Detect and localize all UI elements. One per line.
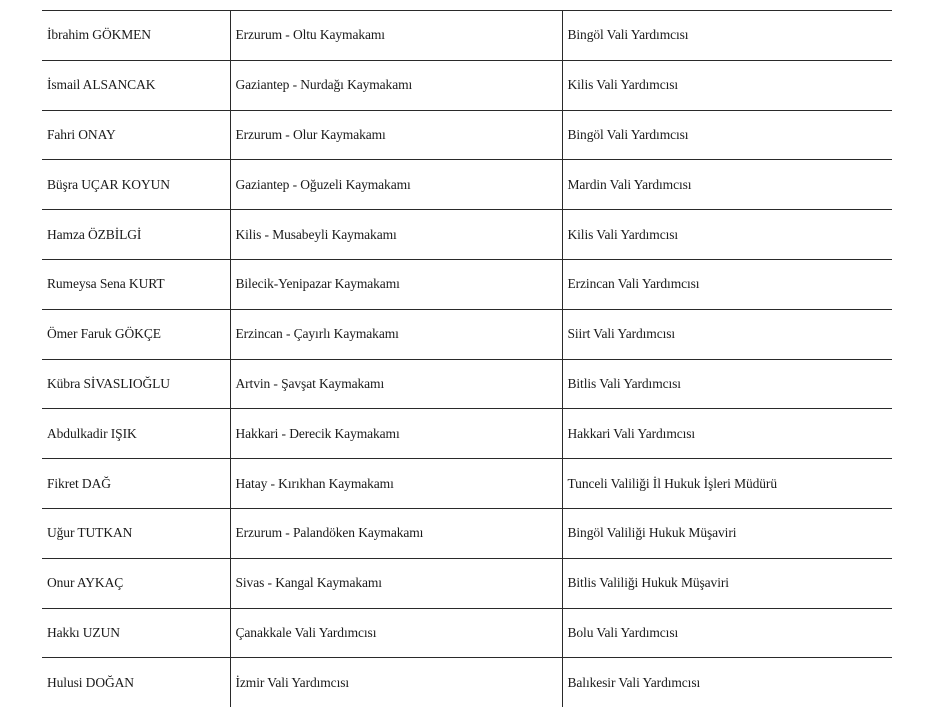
new-post: Tunceli Valiliği İl Hukuk İşleri Müdürü bbox=[562, 459, 892, 509]
new-post: Bitlis Vali Yardımcısı bbox=[562, 359, 892, 409]
current-post: Kilis - Musabeyli Kaymakamı bbox=[230, 210, 562, 260]
person-name: Rumeysa Sena KURT bbox=[42, 259, 230, 309]
current-post: Erzurum - Oltu Kaymakamı bbox=[230, 11, 562, 61]
person-name: Büşra UÇAR KOYUN bbox=[42, 160, 230, 210]
table-row bbox=[42, 608, 892, 658]
person-name: Hakkı UZUN bbox=[42, 608, 230, 658]
person-name: Hulusi DOĞAN bbox=[47, 674, 134, 690]
new-post: Bitlis Valiliği Hukuk Müşaviri bbox=[562, 558, 892, 608]
table-row bbox=[42, 558, 892, 608]
person-name: Fikret DAĞ bbox=[42, 459, 230, 509]
person-name: İsmail ALSANCAK bbox=[42, 60, 230, 110]
person-name: Uğur TUTKAN bbox=[42, 508, 230, 558]
table-row bbox=[42, 359, 892, 409]
current-post: Çanakkale Vali Yardımcısı bbox=[230, 608, 562, 658]
table-row bbox=[42, 309, 892, 359]
new-post: Balıkesir Vali Yardımcısı bbox=[562, 658, 892, 707]
new-post: Kilis Vali Yardımcısı bbox=[562, 210, 892, 260]
appointments-table bbox=[42, 10, 892, 707]
new-post: Bingöl Vali Yardımcısı bbox=[562, 110, 892, 160]
person-name: Hamza ÖZBİLGİ bbox=[42, 210, 230, 260]
current-post: Hatay - Kırıkhan Kaymakamı bbox=[230, 459, 562, 509]
table-row bbox=[42, 60, 892, 110]
person-name: Kübra SİVASLIOĞLU bbox=[42, 359, 230, 409]
table-row bbox=[42, 210, 892, 260]
new-post: Kilis Vali Yardımcısı bbox=[562, 60, 892, 110]
current-post: Bilecik-Yenipazar Kaymakamı bbox=[230, 259, 562, 309]
current-post: Sivas - Kangal Kaymakamı bbox=[230, 558, 562, 608]
current-post: Gaziantep - Nurdağı Kaymakamı bbox=[230, 60, 562, 110]
table-row bbox=[42, 110, 892, 160]
person-name: İbrahim GÖKMEN bbox=[42, 11, 230, 61]
new-post: Bolu Vali Yardımcısı bbox=[562, 608, 892, 658]
current-post: Erzurum - Palandöken Kaymakamı bbox=[230, 508, 562, 558]
table-row bbox=[42, 160, 892, 210]
person-name: Fahri ONAY bbox=[42, 110, 230, 160]
table-row bbox=[42, 409, 892, 459]
table-row bbox=[42, 259, 892, 309]
current-post: Artvin - Şavşat Kaymakamı bbox=[230, 359, 562, 409]
new-post: Erzincan Vali Yardımcısı bbox=[562, 259, 892, 309]
new-post: Bingöl Vali Yardımcısı bbox=[562, 11, 892, 61]
new-post: Siirt Vali Yardımcısı bbox=[562, 309, 892, 359]
new-post: Mardin Vali Yardımcısı bbox=[562, 160, 892, 210]
current-post: Hakkari - Derecik Kaymakamı bbox=[230, 409, 562, 459]
current-post: Gaziantep - Oğuzeli Kaymakamı bbox=[230, 160, 562, 210]
new-post: Bingöl Valiliği Hukuk Müşaviri bbox=[562, 508, 892, 558]
table-row bbox=[42, 11, 892, 61]
table-row bbox=[42, 658, 892, 707]
table-row bbox=[42, 459, 892, 509]
current-post: Erzincan - Çayırlı Kaymakamı bbox=[230, 309, 562, 359]
person-name: Onur AYKAÇ bbox=[42, 558, 230, 608]
person-name: Ömer Faruk GÖKÇE bbox=[42, 309, 230, 359]
person-name: Abdulkadir IŞIK bbox=[42, 409, 230, 459]
current-post: İzmir Vali Yardımcısı bbox=[230, 658, 562, 707]
table-row bbox=[42, 508, 892, 558]
current-post: Erzurum - Olur Kaymakamı bbox=[230, 110, 562, 160]
new-post: Hakkari Vali Yardımcısı bbox=[562, 409, 892, 459]
